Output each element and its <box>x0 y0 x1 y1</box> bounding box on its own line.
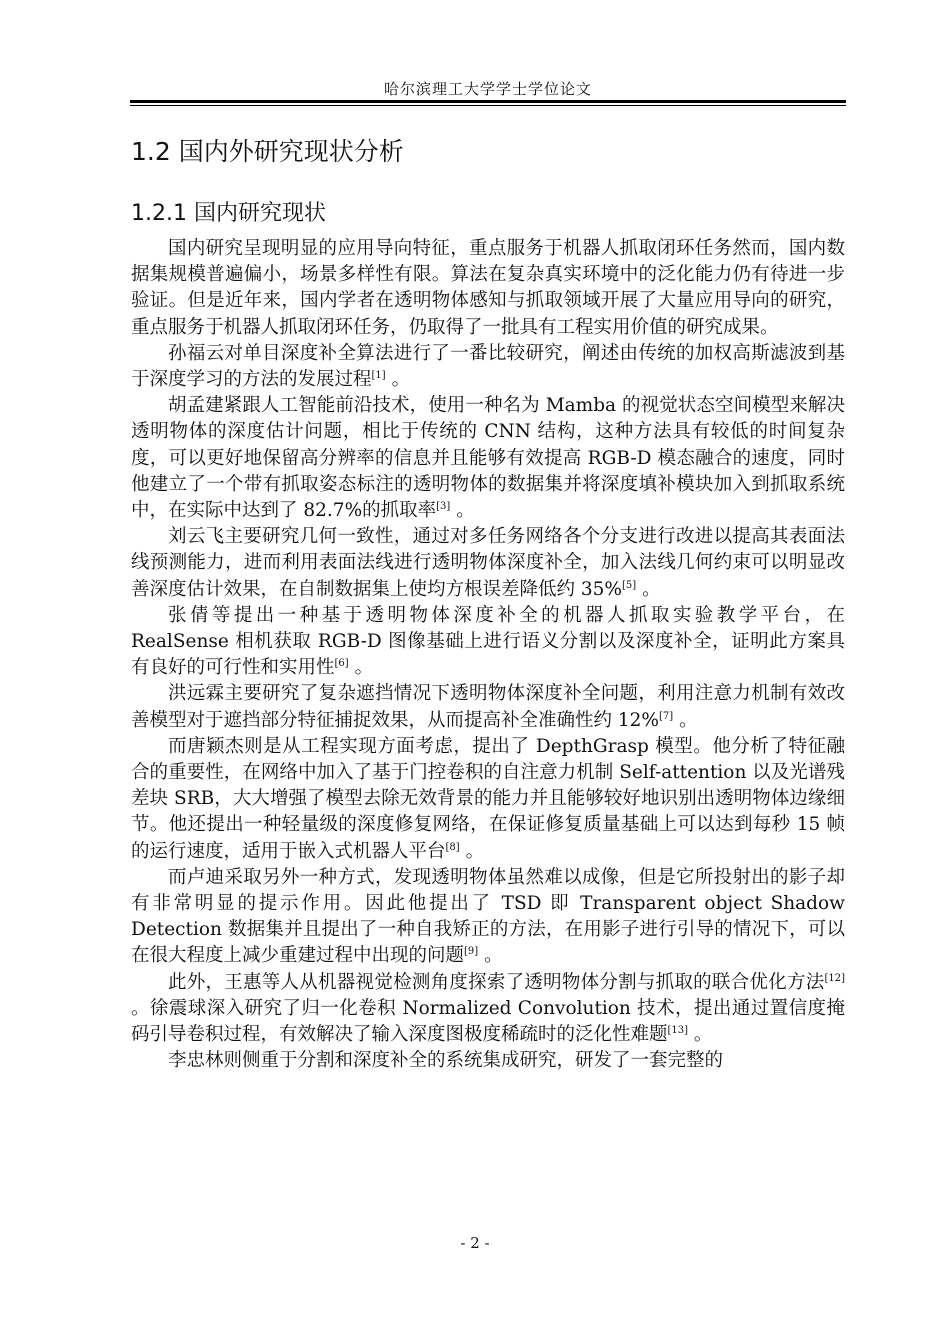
paragraph-text: 李忠林则侧重于分割和深度补全的系统集成研究，研发了一套完整的 <box>168 1050 724 1072</box>
paragraph-text: 洪远霖主要研究了复杂遮挡情况下透明物体深度补全问题，利用注意力机制有效改善模型对于遮挡部分特征捕捉效果，从而提高补全准确性约 12% <box>131 683 845 731</box>
paragraph-text: 国内研究呈现明显的应用导向特征，重点服务于机器人抓取闭环任务然而，国内数据集规模普遍偏小，场景多样性有限。算法在复杂真实环境中的泛化能力仍有待进一步验证。但是近年来，国内学者在透明物体感知与抓取领域开展了大量应用导向的研究，重点服务于机器人抓取闭环任务，仍取得了一批具有工程实用价值的研究成果。 <box>131 238 845 338</box>
citation-marker: [7] <box>659 710 674 722</box>
paragraph-text: 。 <box>478 945 503 967</box>
paragraph-zhang-qian <box>131 603 845 682</box>
paragraph-text: 。 <box>673 709 698 731</box>
paragraph-text: 而唐颖杰则是从工程实现方面考虑，提出了 DepthGrasp 模型。他分析了特征融合的重要性，在网络中加入了基于门控卷积的自注意力机制 Self-attention 以及光谱残差块 SRB，大大增强了模型去除无效背景的能力并且能够较好地识别出透明物体边缘细节。他还提出一种轻量级的深度修复网络，在保证修复质量基础上可以达到每秒 15 帧的运行速度，适用于嵌入式机器人平台 <box>131 735 845 862</box>
body-text <box>131 236 845 1075</box>
paragraph-wang-hui <box>131 970 845 1049</box>
header-rule-thin <box>130 105 846 106</box>
paragraph-lu-di <box>131 865 845 970</box>
citation-marker: [9] <box>464 946 479 958</box>
paragraph-li-zhonglin <box>131 1048 845 1074</box>
subsection-heading: 1.2.1 国内研究现状 <box>131 201 326 226</box>
paragraph-text: 胡孟建紧跟人工智能前沿技术，使用一种名为 Mamba 的视觉状态空间模型来解决透明物体的深度估计问题，相比于传统的 CNN 结构，这种方法具有较低的时间复杂度，可以更好地保留高分辨率的信息并且能够有效提高 RGB-D 模态融合的速度，同时他建立了一个带有抓取姿态标注的透明物体的数据集并将深度填补模块加入到抓取系统中，在实际中达到了 82.7%的抓取率 <box>131 395 845 522</box>
paragraph-text: 。 <box>688 1024 713 1046</box>
citation-marker: [8] <box>445 841 460 853</box>
header-rule <box>130 100 846 103</box>
paragraph-text: 而卢迪采取另外一种方式，发现透明物体虽然难以成像，但是它所投射出的影子却有非常明显的提示作用。因此他提出了 TSD 即 Transparent object Shadow Detection 数据集并且提出了一种自我矫正的方法，在用影子进行引导的情况下，可以在很大程度上减少重建过程中出现的问题 <box>131 866 845 967</box>
paragraph-text: 刘云飞主要研究几何一致性，通过对多任务网络各个分支进行改进以提高其表面法线预测能力，进而利用表面法线进行透明物体深度补全，加入法线几何约束可以明显改善深度估计效果，在自制数据集上使均方根误差降低约 35% <box>131 526 845 600</box>
paragraph-text: 。 <box>348 657 374 679</box>
citation-marker: [5] <box>622 579 637 591</box>
citation-marker: [1] <box>371 370 386 382</box>
page-number: - 2 - <box>460 1234 490 1252</box>
paragraph-hong-yuanlin <box>131 681 845 733</box>
citation-marker: [6] <box>334 658 349 670</box>
paragraph-text: 此外，王惠等人从机器视觉检测角度探索了透明物体分割与抓取的联合优化方法 <box>168 971 825 993</box>
section-heading: 1.2 国内外研究现状分析 <box>131 137 404 166</box>
citation-marker: [3] <box>436 501 451 513</box>
paragraph-text: 。徐震球深入研究了归一化卷积 Normalized Convolution 技术，提出通过置信度掩码引导卷积过程，有效解决了输入深度图极度稀疏时的泛化性难题 <box>131 997 845 1046</box>
paragraph-text: 。 <box>450 500 475 522</box>
paragraph-sun-fuyun <box>131 341 845 393</box>
paragraph-text: 张倩等提出一种基于透明物体深度补全的机器人抓取实验教学平台，在 RealSense 相机获取 RGB-D 图像基础上进行语义分割以及深度补全，证明此方案具有良好的可行性和实用性 <box>131 604 845 679</box>
paragraph-tang-yingjie <box>131 734 845 865</box>
paragraph-text: 。 <box>385 369 411 391</box>
paragraph-overview <box>131 236 845 341</box>
citation-marker: [12] <box>824 972 845 984</box>
paragraph-hu-mengjian <box>131 393 845 524</box>
paragraph-text: 。 <box>459 840 485 862</box>
citation-marker: [13] <box>667 1025 689 1037</box>
paragraph-text: 孙福云对单目深度补全算法进行了一番比较研究，阐述由传统的加权高斯滤波到基于深度学习的方法的发展过程 <box>131 342 845 391</box>
paragraph-text: 。 <box>636 578 661 600</box>
paragraph-liu-yunfei <box>131 524 845 603</box>
running-header: 哈尔滨理工大学学士学位论文 <box>383 80 592 98</box>
